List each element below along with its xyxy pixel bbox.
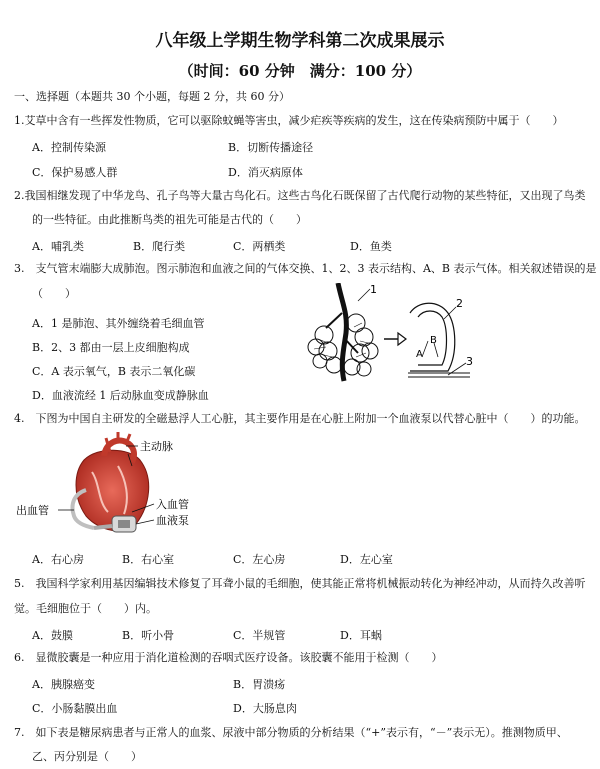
- fig-label-3: 3: [466, 355, 473, 368]
- fig-label-pump: 血液泵: [156, 514, 189, 527]
- q2-option-b[interactable]: B．爬行类: [133, 240, 186, 253]
- q3-stem-line1: 3. 支气管末端膨大成肺泡。图示肺泡和血液之间的气体交换、1、2、3 表示结构、A、B 表示气体。相关叙述错误的是: [14, 262, 597, 275]
- q5-option-c[interactable]: C．半规管: [233, 629, 286, 642]
- q4-option-b[interactable]: B．右心室: [122, 553, 175, 566]
- q5-option-a[interactable]: A．鼓膜: [32, 629, 73, 642]
- exam-info: （时间：60 分钟 满分：100 分）: [178, 62, 422, 80]
- q2-stem-line1: 2.我国相继发现了中华龙鸟、孔子鸟等大量古鸟化石。这些古鸟化石既保留了古代爬行动物的某些特征，又出现了鸟类: [14, 189, 586, 202]
- q3-option-a[interactable]: A．1 是肺泡、其外缠绕着毛细血管: [32, 317, 205, 330]
- page-title: 八年级上学期生物学科第二次成果展示: [155, 31, 445, 51]
- q6-option-a[interactable]: A．胰腺癌变: [32, 678, 95, 691]
- q7-stem-line1: 7. 如下表是糖尿病患者与正常人的血浆、尿液中部分物质的分析结果（“+”表示有，“－”表示无）。推测物质甲、: [14, 726, 568, 739]
- q3-option-c[interactable]: C．A 表示氧气，B 表示二氧化碳: [32, 365, 196, 378]
- q1-option-d[interactable]: D．消灭病原体: [228, 166, 303, 179]
- q3-option-d[interactable]: D．血液流经 1 后动脉血变成静脉血: [32, 389, 209, 402]
- q2-option-c[interactable]: C．两栖类: [233, 240, 286, 253]
- q2-option-a[interactable]: A．哺乳类: [32, 240, 84, 253]
- fig-label-b: B: [430, 335, 437, 346]
- q1-option-c[interactable]: C．保护易感人群: [32, 166, 118, 179]
- q1-option-b[interactable]: B．切断传播途径: [228, 141, 314, 154]
- q6-option-d[interactable]: D．大肠息肉: [233, 702, 297, 715]
- section-heading: 一、选择题（本题共 30 个小题，每题 2 分，共 60 分）: [14, 90, 290, 103]
- fig-label-1: 1: [370, 283, 377, 296]
- fig-label-inlet: 入血管: [156, 498, 189, 511]
- q1-option-a[interactable]: A．控制传染源: [32, 141, 106, 154]
- q5-stem-line1: 5. 我国科学家利用基因编辑技术修复了耳聋小鼠的毛细胞，使其能正常将机械振动转化为神经冲动，从而持久改善听: [14, 577, 586, 590]
- q6-stem: 6. 显微胶囊是一种应用于消化道检测的吞咽式医疗设备。该胶囊不能用于检测（ ）: [14, 651, 443, 664]
- fig-label-2: 2: [456, 297, 463, 310]
- fig-label-outlet: 出血管: [16, 504, 49, 517]
- q5-option-d[interactable]: D．耳蜗: [340, 629, 382, 642]
- fig-label-aorta: 主动脉: [140, 440, 173, 453]
- q2-stem-line2: 的一些特征。由此推断鸟类的祖先可能是古代的（ ）: [32, 213, 307, 226]
- q4-option-c[interactable]: C．左心房: [233, 553, 286, 566]
- q5-stem-line2: 觉。毛细胞位于（ ）内。: [14, 602, 157, 615]
- q3-stem-line2: （ ）: [32, 287, 76, 300]
- artificial-heart-figure: [14, 432, 234, 542]
- q4-option-a[interactable]: A．右心房: [32, 553, 84, 566]
- q6-option-c[interactable]: C．小肠黏膜出血: [32, 702, 118, 715]
- alveoli-gas-exchange-figure: [298, 283, 488, 383]
- q4-option-d[interactable]: D．左心室: [340, 553, 393, 566]
- q1-stem: 1.艾草中含有一些挥发性物质，它可以驱除蚊蝇等害虫，减少疟疾等疾病的发生，这在传染病预防中属于（ ）: [14, 114, 564, 127]
- q7-stem-line2: 乙、丙分别是（ ）: [32, 750, 142, 763]
- q5-option-b[interactable]: B．听小骨: [122, 629, 175, 642]
- q4-stem: 4. 下图为中国自主研发的全磁悬浮人工心脏，其主要作用是在心脏上附加一个血液泵以代替心脏中（ ）的功能。: [14, 412, 586, 425]
- q6-option-b[interactable]: B．胃溃疡: [233, 678, 286, 691]
- q2-option-d[interactable]: D．鱼类: [350, 240, 392, 253]
- fig-label-a: A: [416, 349, 423, 360]
- q3-option-b[interactable]: B．2、3 都由一层上皮细胞构成: [32, 341, 190, 354]
